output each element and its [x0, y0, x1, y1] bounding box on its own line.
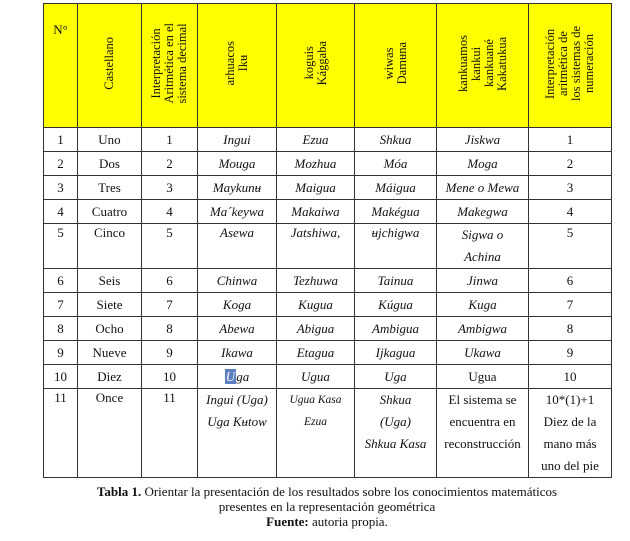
cell-castellano: Siete — [78, 293, 142, 317]
header-koguis: koguis Kággaba — [277, 4, 355, 128]
cell-arhuaco: Mouga — [198, 152, 277, 176]
cell-kankuamo: Ukawa — [437, 341, 529, 365]
cell-wiwa: Tainua — [355, 269, 437, 293]
header-arhuacos: arhuacos Ikʉ — [198, 4, 277, 128]
cell-wiwa: Makégua — [355, 200, 437, 224]
numeration-table — [43, 3, 612, 478]
cell-kankuamo: Makegwa — [437, 200, 529, 224]
cell-castellano: Uno — [78, 128, 142, 152]
cell-kankuamo: Moga — [437, 152, 529, 176]
table-row — [44, 293, 612, 317]
header-interp-systems: Interpretación aritmética de los sistemas de numeración — [529, 4, 612, 128]
table-caption — [43, 484, 611, 529]
cell-kogui: Ezua — [277, 128, 355, 152]
caption-source: Fuente: autoria propia. — [266, 514, 388, 529]
table-row — [44, 317, 612, 341]
cell-kogui: Makaiwa — [277, 200, 355, 224]
cell-castellano: Seis — [78, 269, 142, 293]
header-row — [44, 4, 612, 128]
cell-kogui: Mozhua — [277, 152, 355, 176]
cell-interpretation: 1 — [529, 128, 612, 152]
document — [43, 3, 611, 529]
table-row — [44, 176, 612, 200]
cell-number: 7 — [44, 293, 78, 317]
cell-number: 11 — [44, 389, 78, 478]
cell-kankuamo: Ambigwa — [437, 317, 529, 341]
cell-wiwa: Ambigua — [355, 317, 437, 341]
cell-decimal: 1 — [142, 128, 198, 152]
header-castellano: Castellano — [78, 4, 142, 128]
cell-arhuaco: Chinwa — [198, 269, 277, 293]
cell-interpretation: 7 — [529, 293, 612, 317]
cell-decimal: 3 — [142, 176, 198, 200]
selection-highlight: U — [225, 368, 236, 384]
cell-kankuamo: Jiskwa — [437, 128, 529, 152]
cell-number: 6 — [44, 269, 78, 293]
cell-interpretation: 10*(1)+1 Diez de la mano más uno del pie — [529, 389, 612, 478]
cell-kankuamo: El sistema se encuentra en reconstrucción — [437, 389, 529, 478]
cell-castellano: Nueve — [78, 341, 142, 365]
cell-decimal: 5 — [142, 224, 198, 269]
cell-number: 8 — [44, 317, 78, 341]
cell-interpretation: 6 — [529, 269, 612, 293]
cell-decimal: 11 — [142, 389, 198, 478]
cell-number: 4 — [44, 200, 78, 224]
cell-number: 2 — [44, 152, 78, 176]
cell-wiwa: Kúgua — [355, 293, 437, 317]
cell-castellano: Dos — [78, 152, 142, 176]
header-number: N° — [44, 4, 78, 128]
cell-castellano: Cuatro — [78, 200, 142, 224]
cell-number: 5 — [44, 224, 78, 269]
table-row — [44, 128, 612, 152]
cell-number: 1 — [44, 128, 78, 152]
cell-castellano: Cinco — [78, 224, 142, 269]
cell-arhuaco: Ikawa — [198, 341, 277, 365]
cell-interpretation: 9 — [529, 341, 612, 365]
cell-kankuamo: Kuga — [437, 293, 529, 317]
cell-kogui: Ugua Kasa Ezua — [277, 389, 355, 478]
cell-interpretation: 5 — [529, 224, 612, 269]
cell-kankuamo: Jinwa — [437, 269, 529, 293]
cell-kogui: Abigua — [277, 317, 355, 341]
cell-wiwa: Shkua (Uga) Shkua Kasa — [355, 389, 437, 478]
cell-arhuaco: Ma´keywa — [198, 200, 277, 224]
header-kankuamos: kankuamos kankui kankuané Kakatukua — [437, 4, 529, 128]
cell-kogui: Jatshiwa, — [277, 224, 355, 269]
cell-interpretation: 3 — [529, 176, 612, 200]
cell-kankuamo: Mene o Mewa — [437, 176, 529, 200]
cell-wiwa: Ijkagua — [355, 341, 437, 365]
cell-castellano: Diez — [78, 365, 142, 389]
cell-kogui: Kugua — [277, 293, 355, 317]
cell-wiwa: Móa — [355, 152, 437, 176]
cell-kogui: Maigua — [277, 176, 355, 200]
table-row — [44, 389, 612, 478]
caption-line-1: Tabla 1. Orientar la presentación de los resultados sobre los conocimientos matemáticos — [96, 484, 558, 499]
cell-wiwa: Uga — [355, 365, 437, 389]
table-row — [44, 341, 612, 365]
cell-castellano: Ocho — [78, 317, 142, 341]
cell-wiwa: Máigua — [355, 176, 437, 200]
cell-kankuamo: Ugua — [437, 365, 529, 389]
cell-arhuaco: Asewa — [198, 224, 277, 269]
cell-kogui: Ugua — [277, 365, 355, 389]
table-row — [44, 269, 612, 293]
cell-decimal: 2 — [142, 152, 198, 176]
cell-number: 9 — [44, 341, 78, 365]
cell-castellano: Tres — [78, 176, 142, 200]
cell-decimal: 7 — [142, 293, 198, 317]
caption-line-2: presentes en la representación geométrica — [218, 499, 436, 514]
cell-decimal: 10 — [142, 365, 198, 389]
cell-arhuaco: Maykunʉ — [198, 176, 277, 200]
cell-arhuaco: Ingui — [198, 128, 277, 152]
cell-interpretation: 8 — [529, 317, 612, 341]
header-interp-decimal: Interpretación Aritmética en el sistema decimal — [142, 4, 198, 128]
cell-kogui: Tezhuwa — [277, 269, 355, 293]
cell-interpretation: 2 — [529, 152, 612, 176]
cell-decimal: 9 — [142, 341, 198, 365]
cell-decimal: 6 — [142, 269, 198, 293]
cell-decimal: 4 — [142, 200, 198, 224]
table-row — [44, 152, 612, 176]
table-row — [44, 365, 612, 389]
cell-arhuaco: Abewa — [198, 317, 277, 341]
cell-wiwa: Shkua — [355, 128, 437, 152]
cell-number: 10 — [44, 365, 78, 389]
table-row — [44, 200, 612, 224]
cell-arhuaco: Ingui (Uga) Uga Kʉtow — [198, 389, 277, 478]
cell-arhuaco: Koga — [198, 293, 277, 317]
cell-number: 3 — [44, 176, 78, 200]
cell-interpretation: 10 — [529, 365, 612, 389]
cell-kankuamo: Sigwa o Achina — [437, 224, 529, 269]
cell-decimal: 8 — [142, 317, 198, 341]
cell-interpretation: 4 — [529, 200, 612, 224]
table-row — [44, 224, 612, 269]
header-wiwas: wiwas Damʉna — [355, 4, 437, 128]
cell-arhuaco: Uga — [198, 365, 277, 389]
cell-castellano: Once — [78, 389, 142, 478]
cell-kogui: Etagua — [277, 341, 355, 365]
cell-wiwa: ʉjchigwa — [355, 224, 437, 269]
